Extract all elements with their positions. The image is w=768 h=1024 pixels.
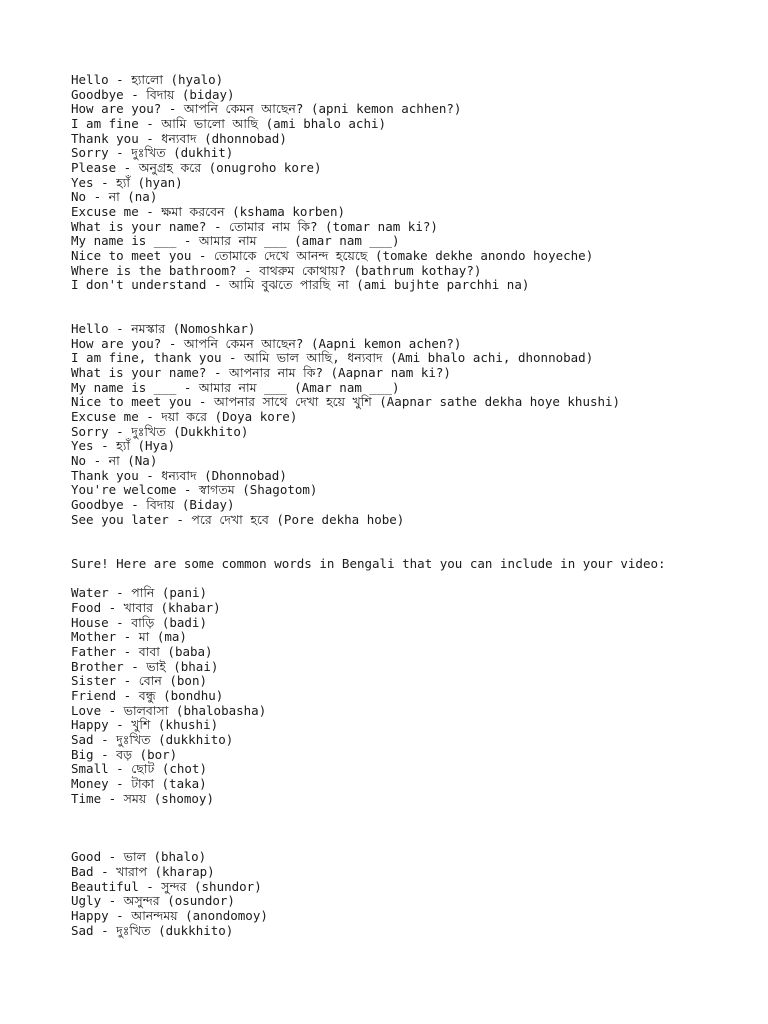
phrase-line: Thank you - ধন্যবাদ (Dhonnobad) [71, 468, 287, 483]
phrase-line: Excuse me - ক্ষমা করবেন (kshama korben) [71, 204, 345, 219]
word-line: Big - বড় (bor) [71, 747, 178, 762]
phrase-line: I am fine, thank you - আমি ভাল আছি, ধন্যবাদ (Ami bhalo achi, dhonnobad) [71, 350, 594, 365]
phrase-line: Sorry - দুঃখিত (Dukkhito) [71, 424, 249, 439]
word-line: Time - সময় (shomoy) [71, 791, 214, 806]
word-line: Water - পানি (pani) [71, 585, 208, 600]
word-line: Mother - মা (ma) [71, 629, 187, 644]
word-line: Beautiful - সুন্দর (shundor) [71, 879, 262, 894]
intro-paragraph: Sure! Here are some common words in Bengali that you can include in your video: [71, 556, 666, 571]
phrase-line: Where is the bathroom? - বাথরুম কোথায়? (bathrum kothay?) [71, 263, 482, 278]
word-line: Sad - দুঃখিত (dukkhito) [71, 732, 234, 747]
word-line: Good - ভাল (bhalo) [71, 849, 207, 864]
phrase-line: My name is ___ - আমার নাম ___ (amar nam ___) [71, 233, 400, 248]
phrase-line: What is your name? - আপনার নাম কি? (Aapnar nam ki?) [71, 365, 451, 380]
word-line: Money - টাকা (taka) [71, 776, 207, 791]
phrase-line: Hello - হ্যালো (hyalo) [71, 72, 224, 87]
word-line: Friend - বন্ধু (bondhu) [71, 688, 224, 703]
phrase-line: Yes - হ্যাঁ (Hya) [71, 438, 176, 453]
phrase-line: Thank you - ধন্যবাদ (dhonnobad) [71, 131, 287, 146]
phrase-line: Sorry - দুঃখিত (dukhit) [71, 145, 234, 160]
phrase-line: Goodbye - বিদায় (biday) [71, 87, 235, 102]
phrase-line: No - না (na) [71, 189, 158, 204]
word-line: Ugly - অসুন্দর (osundor) [71, 893, 235, 908]
word-line: Sad - দুঃখিত (dukkhito) [71, 923, 234, 938]
phrase-line: I am fine - আমি ভালো আছি (ami bhalo achi) [71, 116, 387, 131]
word-line: Food - খাবার (khabar) [71, 600, 221, 615]
word-line: Brother - ভাই (bhai) [71, 659, 219, 674]
word-line: Love - ভালবাসা (bhalobasha) [71, 703, 267, 718]
phrase-line: Hello - নমস্কার (Nomoshkar) [71, 321, 256, 336]
word-line: Father - বাবা (baba) [71, 644, 213, 659]
phrase-line: You're welcome - স্বাগতম (Shagotom) [71, 482, 318, 497]
word-line: Happy - খুশি (khushi) [71, 717, 219, 732]
phrase-line: Yes - হ্যাঁ (hyan) [71, 175, 183, 190]
phrase-line: No - না (Na) [71, 453, 158, 468]
phrase-line: How are you? - আপনি কেমন আছেন? (Aapni kemon achen?) [71, 336, 462, 351]
phrase-line: I don't understand - আমি বুঝতে পারছি না (ami bujhte parchhi na) [71, 277, 530, 292]
word-line: Sister - বোন (bon) [71, 673, 207, 688]
phrase-line: My name is ___ - আমার নাম ___ (Amar nam ___) [71, 380, 400, 395]
phrase-line: Nice to meet you - আপনার সাথে দেখা হয়ে খুশি (Aapnar sathe dekha hoye khushi) [71, 394, 621, 409]
phrase-line: Nice to meet you - তোমাকে দেখে আনন্দ হয়েছে (tomake dekhe anondo hoyeche) [71, 248, 594, 263]
word-line: Bad - খারাপ (kharap) [71, 864, 215, 879]
phrase-line: Excuse me - দয়া করে (Doya kore) [71, 409, 298, 424]
word-line: Happy - আনন্দময় (anondomoy) [71, 908, 268, 923]
phrase-line: Goodbye - বিদায় (Biday) [71, 497, 235, 512]
phrase-line: What is your name? - তোমার নাম কি? (tomar nam ki?) [71, 219, 438, 234]
word-line: Small - ছোট (chot) [71, 761, 207, 776]
phrase-line: How are you? - আপনি কেমন আছেন? (apni kemon achhen?) [71, 101, 462, 116]
phrase-line: Please - অনুগ্রহ করে (onugroho kore) [71, 160, 322, 175]
word-line: House - বাড়ি (badi) [71, 615, 207, 630]
phrase-line: See you later - পরে দেখা হবে (Pore dekha hobe) [71, 512, 405, 527]
